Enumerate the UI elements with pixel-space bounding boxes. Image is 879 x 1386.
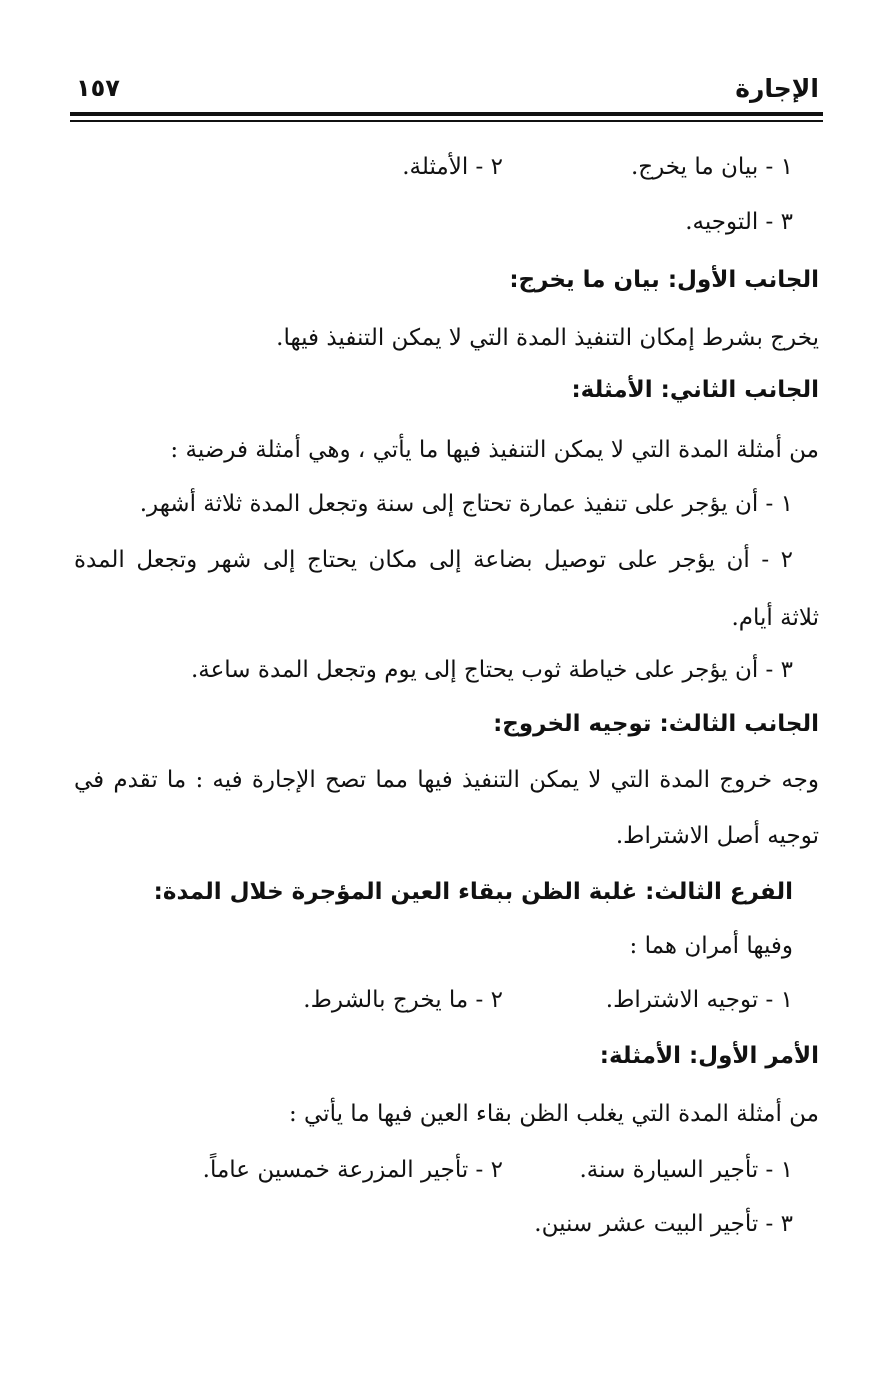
list-item: ٢ - ما يخرج بالشرط.	[303, 987, 503, 1013]
list-item: ٢ - تأجير المزرعة خمسين عاماً.	[202, 1157, 503, 1183]
list-item: ١ - أن يؤجر على تنفيذ عمارة تحتاج إلى سنة وتجعل المدة ثلاثة أشهر.	[139, 491, 793, 517]
paragraph: من أمثلة المدة التي يغلب الظن بقاء العين فيها ما يأتي :	[288, 1101, 819, 1127]
header-rule-thin	[70, 120, 823, 122]
list-item: ١ - تأجير السيارة سنة.	[579, 1157, 793, 1183]
paragraph: وفيها أمران هما :	[629, 933, 793, 959]
running-header	[76, 70, 819, 110]
paragraph: وجه خروج المدة التي لا يمكن التنفيذ فيها مما تصح الإجارة فيه : ما تقدم في	[74, 767, 819, 793]
section-heading: الجانب الأول: بيان ما يخرج:	[509, 267, 819, 293]
section-heading: الأمر الأول: الأمثلة:	[599, 1043, 819, 1069]
section-heading: الجانب الثاني: الأمثلة:	[571, 377, 819, 403]
subsection-heading: الفرع الثالث: غلبة الظن ببقاء العين المؤجرة خلال المدة:	[153, 879, 793, 905]
paragraph-continuation: ثلاثة أيام.	[731, 605, 819, 631]
list-item: ٢ - أن يؤجر على توصيل بضاعة إلى مكان يحتاج إلى شهر وتجعل المدة	[74, 547, 793, 573]
paragraph-continuation: توجيه أصل الاشتراط.	[615, 823, 819, 849]
list-item: ٣ - تأجير البيت عشر سنين.	[534, 1211, 793, 1237]
list-item: ١ - بيان ما يخرج.	[630, 154, 793, 180]
page-number: ١٥٧	[76, 74, 120, 102]
list-item: ٣ - التوجيه.	[685, 209, 793, 235]
list-item: ٢ - الأمثلة.	[402, 154, 503, 180]
paragraph: من أمثلة المدة التي لا يمكن التنفيذ فيها ما يأتي ، وهي أمثلة فرضية :	[170, 437, 819, 463]
chapter-title: الإجارة	[735, 74, 819, 103]
section-heading: الجانب الثالث: توجيه الخروج:	[493, 711, 819, 737]
paragraph: يخرج بشرط إمكان التنفيذ المدة التي لا يمكن التنفيذ فيها.	[276, 325, 819, 351]
list-item: ١ - توجيه الاشتراط.	[605, 987, 793, 1013]
header-rule-thick	[70, 112, 823, 116]
list-item: ٣ - أن يؤجر على خياطة ثوب يحتاج إلى يوم وتجعل المدة ساعة.	[190, 657, 793, 683]
